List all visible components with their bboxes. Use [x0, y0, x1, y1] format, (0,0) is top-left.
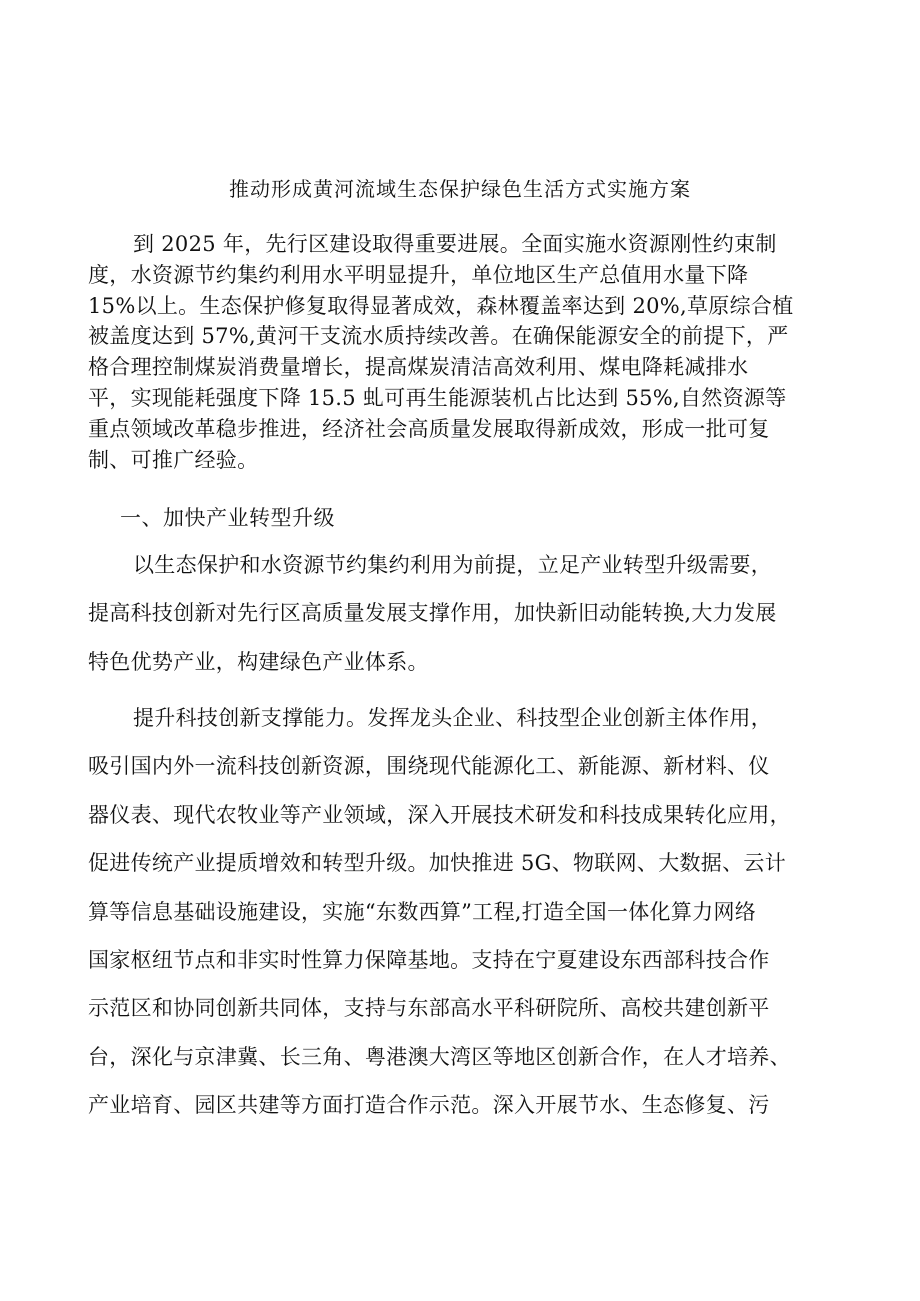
intro-line: 被盖度达到 57%,黄河干支流水质持续改善。在确保能源安全的前提下，严 — [88, 324, 789, 349]
section-heading: 一、加快产业转型升级 — [120, 506, 335, 530]
intro-line: 15%以上。生态保护修复取得显著成效，森林覆盖率达到 20%,草原综合植 — [88, 293, 794, 318]
paragraph-line: 吸引国内外一流科技创新资源，围绕现代能源化工、新能源、新材料、仪 — [88, 754, 770, 779]
intro-line: 到 2025 年，先行区建设取得重要进展。全面实施水资源刚性约束制 — [133, 232, 777, 256]
paragraph-line: 国家枢纽节点和非实时性算力保障基地。支持在宁夏建设东西部科技合作 — [88, 947, 770, 972]
paragraph-line: 产业培育、园区共建等方面打造合作示范。深入开展节水、生态修复、污 — [88, 1093, 770, 1118]
intro-line: 制、可推广经验。 — [88, 447, 259, 472]
paragraph-line: 提升科技创新支撑能力。发挥龙头企业、科技型企业创新主体作用， — [133, 706, 772, 730]
paragraph-line: 提高科技创新对先行区高质量发展支撑作用，加快新旧动能转换,大力发展 — [88, 601, 777, 626]
intro-line: 重点领域改革稳步推进，经济社会高质量发展取得新成效，形成一批可复 — [88, 416, 770, 441]
paragraph-line: 台，深化与京津冀、长三角、粤港澳大湾区等地区创新合作，在人才培养、 — [88, 1044, 791, 1069]
intro-paragraph — [88, 229, 794, 475]
intro-line: 格合理控制煤炭消费量增长，提高煤炭清洁高效利用、煤电降耗减排水 — [88, 355, 749, 380]
paragraph-line: 以生态保护和水资源节约集约利用为前提，立足产业转型升级需要， — [133, 553, 772, 577]
paragraph-line: 特色优势产业，构建绿色产业体系。 — [88, 649, 429, 674]
paragraph-tech-innovation — [88, 694, 791, 1130]
intro-line: 度，水资源节约集约利用水平明显提升，单位地区生产总值用水量下降 — [88, 262, 749, 287]
paragraph-line: 促进传统产业提质增效和转型升级。加快推进 5G、物联网、大数据、云计 — [88, 851, 787, 876]
paragraph-industry-transformation — [88, 541, 777, 686]
paragraph-line: 器仪表、现代农牧业等产业领域，深入开展技术研发和科技成果转化应用， — [88, 802, 791, 827]
intro-line: 平，实现能耗强度下降 15.5 虬可再生能源装机占比达到 55%,自然资源等 — [88, 385, 787, 410]
paragraph-line: 示范区和协同创新共同体，支持与东部高水平科研院所、高校共建创新平 — [88, 996, 770, 1021]
paragraph-line: 算等信息基础设施建设，实施“东数西算”工程,打造全国一体化算力网络 — [88, 899, 757, 924]
document-title: 推动形成黄河流域生态保护绿色生活方式实施方案 — [229, 177, 691, 201]
